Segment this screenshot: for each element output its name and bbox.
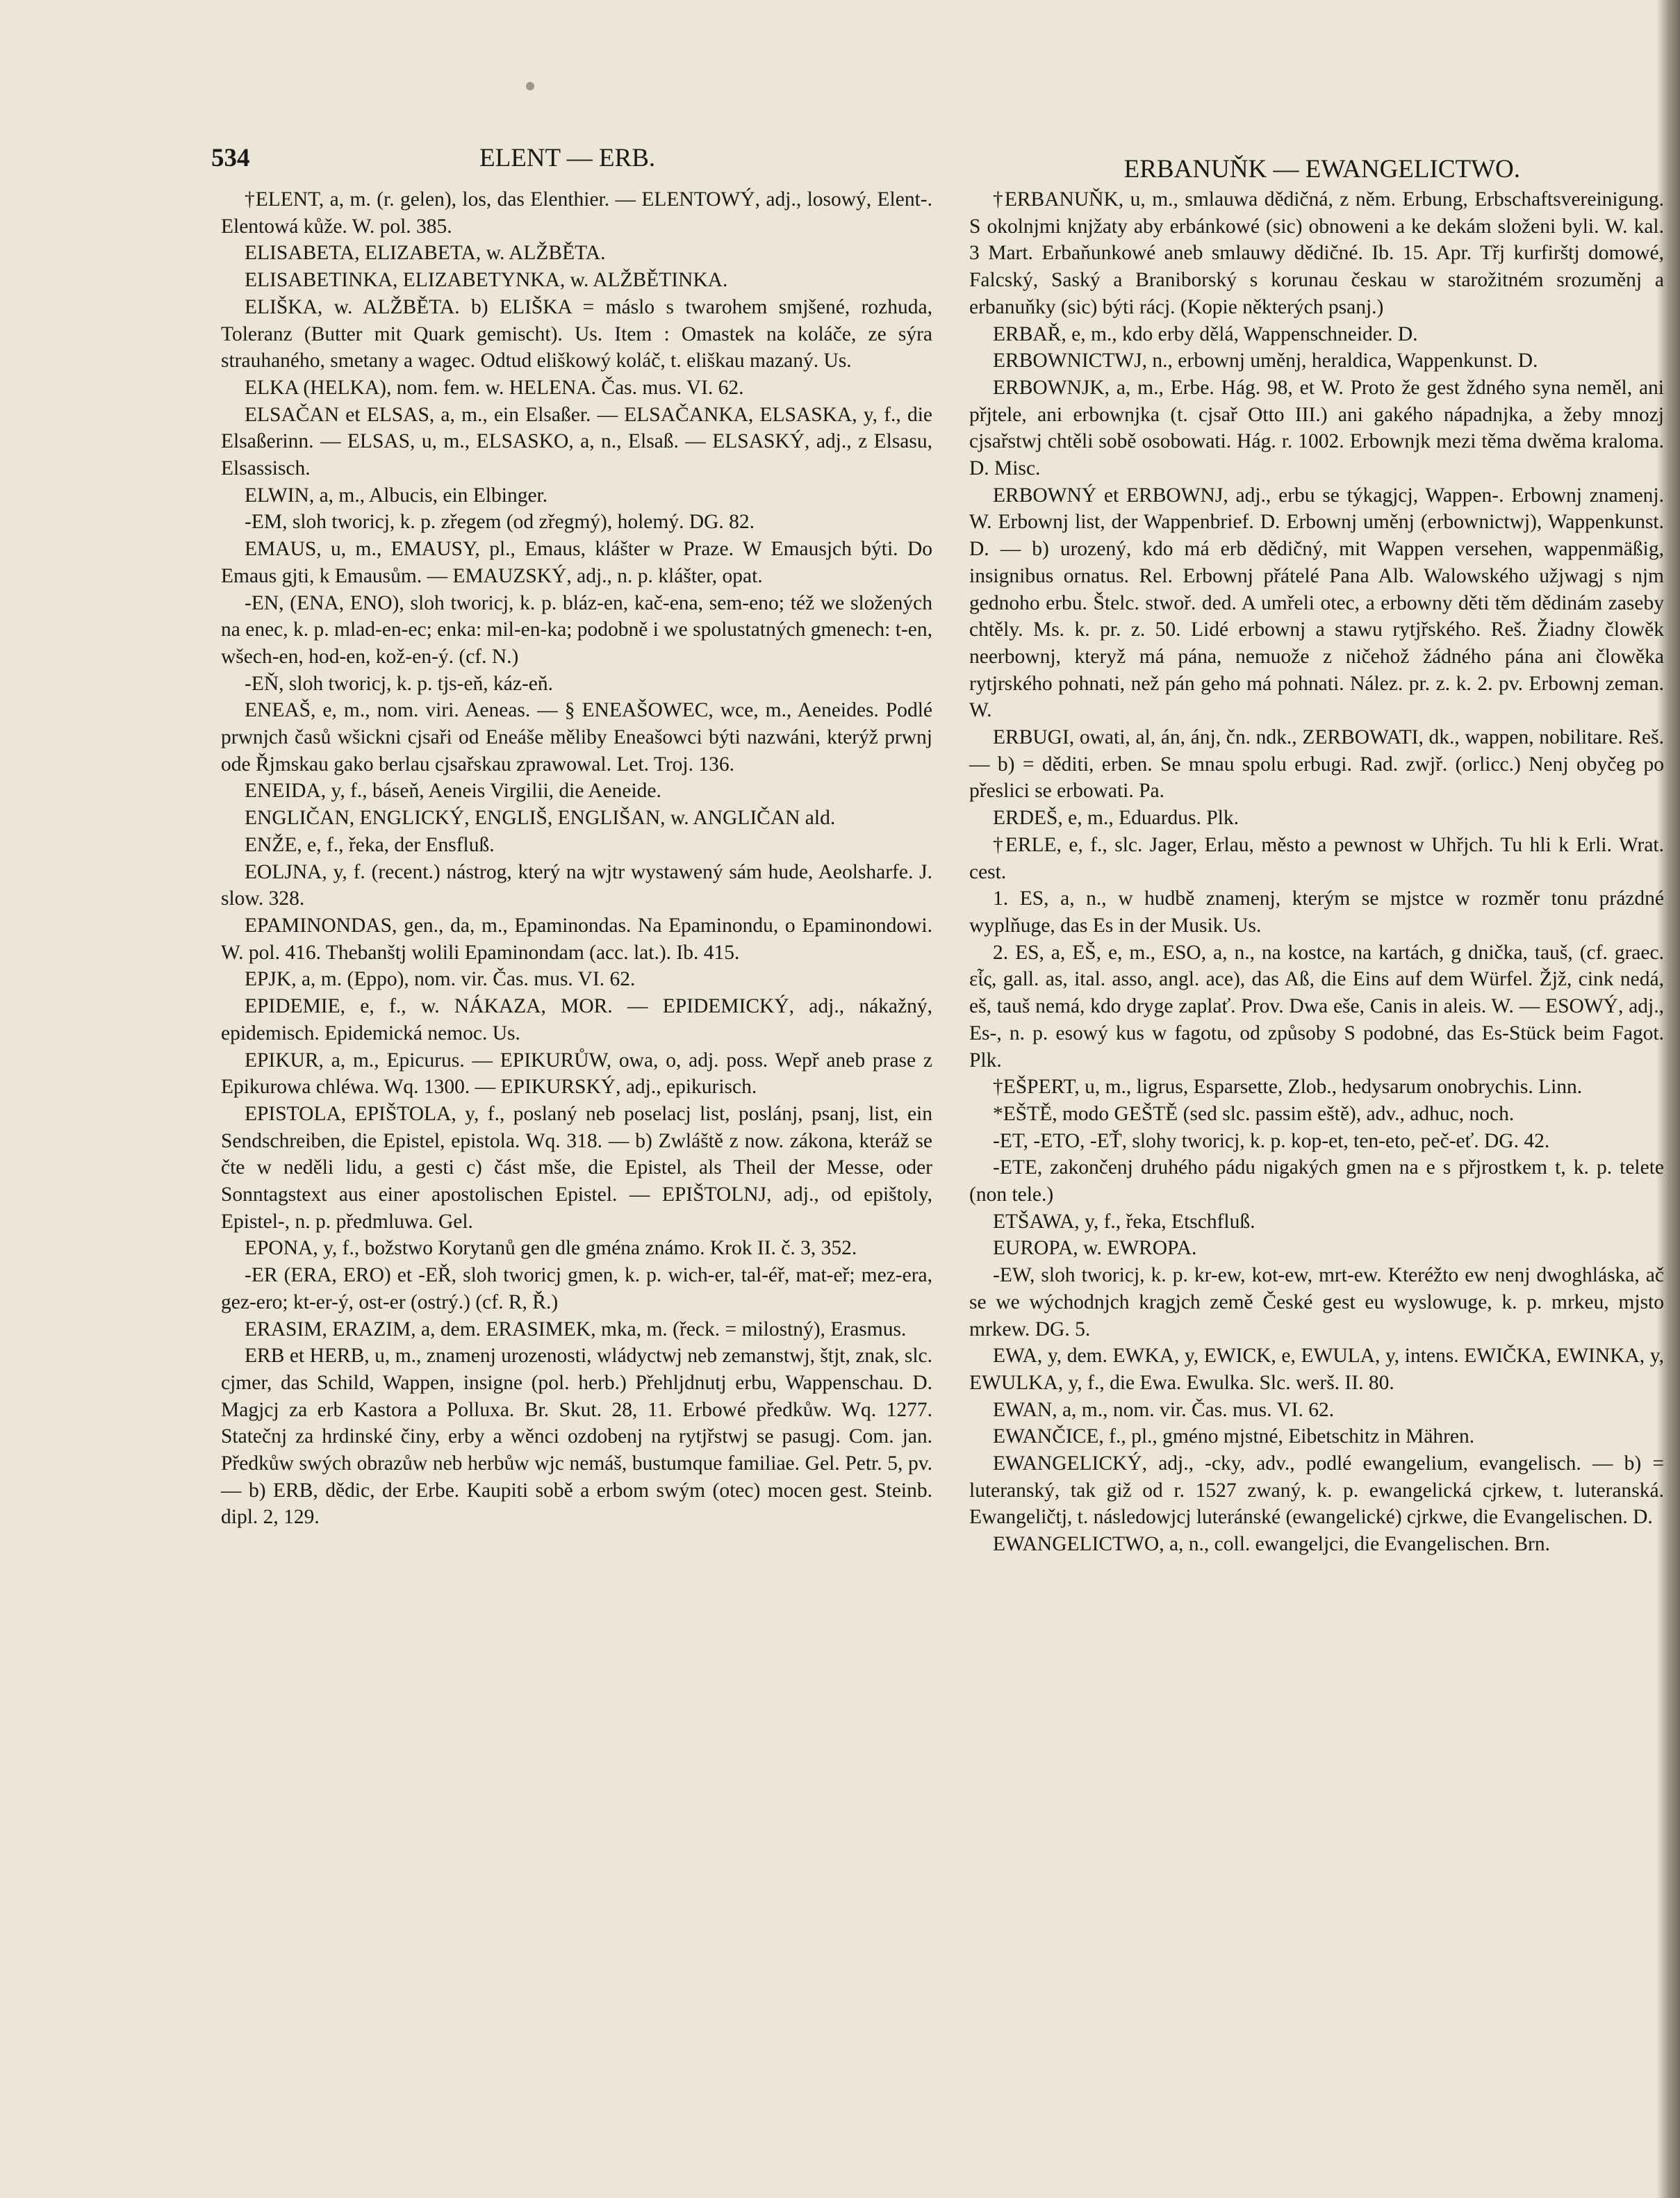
dictionary-entry: ELSAČAN et ELSAS, a, m., ein Elsaßer. — ELSAČANKA, ELSASKA, y, f., die Elsaßerinn. — ELSAS, u, m., ELSASKO, a, n., Elsaß. — ELSASKÝ, adj., z Elsasu, Elsassisch. [221,403,932,480]
dictionary-entry: EPISTOLA, EPIŠTOLA, y, f., poslaný neb poselacj list, poslánj, psanj, list, ein Sendschreiben, die Epistel, epistola. Wq. 318. — b) Zwláště z now. zákona, kteráž se čte w neděli lidu, a gesti c) část mše, die Epistel, als Theil der Messe, oder Sonntagstext aus einer apostolischen Epistel. — EPIŠTOLNJ, adj., od epištoly, Epistel-, n. p. předmluwa. Gel. [221,1102,932,1233]
dictionary-entry: -EN, (ENA, ENO), sloh tworicj, k. p. bláz-en, kač-ena, sem-eno; též we složených na enec, k. p. mlad-en-ec; enka: mil-en-ka; podobně i we spolustatných gmenech: t-en, wšech-en, hod-en, kož-en-ý. (cf. N.) [221,591,932,668]
dictionary-entry: EWA, y, dem. EWKA, y, EWICK, e, EWULA, y, intens. EWIČKA, EWINKA, y, EWULKA, y, f., die Ewa. Ewulka. Slc. werš. II. 80. [969,1345,1664,1394]
dictionary-entry: †ELENT, a, m. (r. gelen), los, das Elenthier. — ELENTOWÝ, adj., losowý, Elent-. Elentowá kůže. W. pol. 385. [221,188,932,238]
dictionary-entry: ERBOWNÝ et ERBOWNJ, adj., erbu se týkagjcj, Wappen-. Erbownj znamenj. W. Erbownj list, der Wappenbrief. D. Erbownj uměnj (erbownictwj), Wappenkunst. D. — b) urozený, kdo má erb dědičný, mit Wappen versehen, wappenmäßig, insignibus ornatus. Rel. Erbownj přátelé Pana Alb. Walowského užjwagj s njm gednoho erbu. Štelc. stwoř. ded. A umřeli otec, a erbowny děti těm dědinám zaseby chtěly. Ms. k. pr. z. 50. Lidé erbownj a stawu rytjřského. Reš. Žiadny člowěk neerbownj, kteryž má pána, nemuože z ničehož žádného pána ani člowěka rytjrského pohnati, než pán geho má pohnati. Nález. pr. z. k. 2. pv. Erbownj zeman. W. [969,484,1664,722]
dictionary-entry: †EŠPERT, u, m., ligrus, Esparsette, Zlob., hedysarum onobrychis. Linn. [993,1076,1583,1099]
dictionary-entry: ERBAŘ, e, m., kdo erby dělá, Wappenschneider. D. [993,322,1418,345]
dictionary-entry: †ERLE, e, f., slc. Jager, Erlau, město a pewnost w Uhřjch. Tu hli k Erli. Wrat. cest. [969,833,1664,883]
dictionary-entry: EOLJNA, y, f. (recent.) nástrog, který na wjtr wystawený sám hude, Aeolsharfe. J. slow. 328. [221,860,932,910]
dictionary-entry: -ETE, zakončenj druhého pádu nigakých gmen na e s přjrostkem t, k. p. telete (non tele.) [969,1156,1664,1206]
dictionary-entry: EPONA, y, f., božstwo Korytanů gen dle gména známo. Krok II. č. 3, 352. [245,1237,857,1260]
dictionary-entry: -ER (ERA, ERO) et -EŘ, sloh tworicj gmen, k. p. wich-er, tal-éř, mat-eř; mez-era, gez-ero; kt-er-ý, ost-er (ostrý.) (cf. R, Ř.) [221,1264,932,1313]
dictionary-entry: ELISABETA, ELIZABETA, w. ALŽBĚTA. [245,242,606,265]
left-column [221,186,932,1531]
dictionary-entry: EWANGELICTWO, a, n., coll. ewangeljci, die Evangelischen. Brn. [993,1533,1550,1556]
dictionary-entry: -EM, sloh tworicj, k. p. zřegem (od zřegmý), holemý. DG. 82. [245,511,755,534]
dictionary-entry: ERBUGI, owati, al, án, ánj, čn. ndk., ZERBOWATI, dk., wappen, nobilitare. Reš. — b) = děditi, erben. Se mnau spolu erbugi. Rad. zwjř. (orlicc.) Nenj obyčeg po přeslici se erbowati. Pa. [969,726,1664,803]
dictionary-entry: EPJK, a, m. (Eppo), nom. vir. Čas. mus. VI. 62. [245,968,636,991]
dictionary-entry: *EŠTĚ, modo GEŠTĚ (sed slc. passim eště), adv., adhuc, noch. [993,1102,1515,1125]
dictionary-entry: 1. ES, a, n., w hudbě znamenj, kterým se mjstce w rozměr tonu prázdné wyplňuge, das Es in der Musik. Us. [969,887,1664,937]
right-column [969,186,1664,1558]
dictionary-entry: EWANGELICKÝ, adj., -cky, adv., podlé ewangelium, evangelisch. — b) = luteranský, tak giž od r. 1527 zwaný, k. p. ewangelická cjrkew, t. luteranská. Ewangeličtj, t. následowjcj luteránské (ewangelické) cjrkwe, die Evangelischen. D. [969,1452,1664,1529]
dictionary-entry: ELIŠKA, w. ALŽBĚTA. b) ELIŠKA = máslo s twarohem smjšené, rozhuda, Toleranz (Butter mit Quark gemischt). Us. Item : Omastek na koláče, ze sýra strauhaného, smetany a wagec. Odtud eliškowý koláč, t. eliškau mazaný. Us. [221,295,932,372]
dictionary-entry: ENŽE, e, f., řeka, der Ensfluß. [245,833,495,856]
right-running-title: ERBANUŇK — EWANGELICTWO. [1123,155,1520,183]
dictionary-entry: ELKA (HELKA), nom. fem. w. HELENA. Čas. mus. VI. 62. [245,376,744,399]
dictionary-entry: ELWIN, a, m., Albucis, ein Elbinger. [245,484,548,507]
dictionary-entry: ERASIM, ERAZIM, a, dem. ERASIMEK, mka, m. (řeck. = milostný), Erasmus. [245,1318,907,1340]
dictionary-entry: ENEAŠ, e, m., nom. viri. Aeneas. — § ENEAŠOWEC, wce, m., Aeneides. Podlé prwnjch časů wšickni cjsaři od Eneáše měliby Eneašowci býti nazwáni, kterýž prwnj ode Řjmskau gako berlau cjsařskau zprawowal. Let. Troj. 136. [221,699,932,776]
dictionary-entry: EPIDEMIE, e, f., w. NÁKAZA, MOR. — EPIDEMICKÝ, adj., nákažný, epidemisch. Epidemická nemoc. Us. [221,995,932,1044]
dictionary-entry: ERBOWNJK, a, m., Erbe. Hág. 98, et W. Proto že gest ždného syna neměl, ani přjtele, ani erbownjka (t. cjsař Otto III.) ani gakého nápadnjka, a žeby mnozj cjsařstwj chtěli sobě osobowati. Hág. r. 1002. Erbownjk mezi těma dwěma kraloma. D. Misc. [969,376,1664,480]
dictionary-entry: EPAMINONDAS, gen., da, m., Epaminondas. Na Epaminondu, o Epaminondowi. W. pol. 416. Thebanštj wolili Epaminondam (acc. lat.). Ib. 415. [221,914,932,964]
dictionary-entry: ERBOWNICTWJ, n., erbownj uměnj, heraldica, Wappenkunst. D. [993,350,1538,372]
dictionary-entry: ERB et HERB, u, m., znamenj urozenosti, wládyctwj neb zemanstwj, štjt, znak, slc. cjmer, das Schild, Wappen, insigne (pol. herb.) Přehljdnutj erbu, Wappenschau. D. Magjcj za erb Kastora a Polluxa. Br. Skut. 28, 11. Erbowé předkůw. Wq. 1277. Statečnj za hrdinské činy, erby a wěnci ozdobenj na rytjřstwj se pasugj. Com. jan. Předkůw swých obrazůw neb herbůw wjc nemáš, bustumque familiae. Gel. Petr. 5, pv. — b) ERB, dědic, der Erbe. Kaupiti sobě a erbom swým (otec) mocen gest. Steinb. dipl. 2, 129. [221,1345,932,1529]
dictionary-entry: ENGLIČAN, ENGLICKÝ, ENGLIŠ, ENGLIŠAN, w. ANGLIČAN ald. [245,807,836,830]
dictionary-entry: EUROPA, w. EWROPA. [993,1237,1197,1260]
dictionary-entry: -ET, -ETO, -EŤ, slohy tworicj, k. p. kop-et, ten-eto, peč-eť. DG. 42. [993,1129,1550,1152]
dictionary-entry: ERDEŠ, e, m., Eduardus. Plk. [993,807,1239,830]
dictionary-entry: EMAUS, u, m., EMAUSY, pl., Emaus, klášter w Praze. W Emausjch býti. Do Emaus gjti, k Emausům. — EMAUZSKÝ, adj., n. p. klášter, opat. [221,538,932,587]
dictionary-entry: EPIKUR, a, m., Epicurus. — EPIKURŮW, owa, o, adj. poss. Wepř aneb prase z Epikurowa chléwa. Wq. 1300. — EPIKURSKÝ, adj., epikurisch. [221,1049,932,1099]
dictionary-entry: -EŇ, sloh tworicj, k. p. tjs-eň, káz-eň. [245,672,554,695]
dictionary-entry: EWAN, a, m., nom. vir. Čas. mus. VI. 62. [993,1398,1335,1421]
dictionary-entry: ETŠAWA, y, f., řeka, Etschfluß. [993,1210,1255,1233]
dictionary-entry: EWANČICE, f., pl., gméno mjstné, Eibetschitz in Mähren. [993,1425,1475,1448]
running-header [211,139,1524,188]
left-running-title: ELENT — ERB. [479,144,656,172]
dictionary-entry: 2. ES, a, EŠ, e, m., ESO, a, n., na kostce, na kartách, g dnička, tauš, (cf. graec. εἷς, gall. as, ital. asso, angl. ace), das Aß, die Eins auf dem Würfel. Žjž, cink nedá, eš, tauš nemá, kdo dryge zaplať. Prov. Dwa eše, Canis in aleis. W. — ESOWÝ, adj., Es-, n. p. esowý kus w fagotu, od způsoby S podobné, das Es-Stück beim Fagot. Plk. [969,941,1664,1072]
dictionary-entry: ELISABETINKA, ELIZABETYNKA, w. ALŽBĚTINKA. [245,269,728,292]
dictionary-entry: ENEIDA, y, f., báseň, Aeneis Virgilii, die Aeneide. [245,780,661,803]
page-number: 534 [211,144,250,172]
paper-blemish [526,82,534,90]
dictionary-entry: †ERBANUŇK, u, m., smlauwa dědičná, z něm. Erbung, Erbschaftsvereinigung. S okolnjmi knjžaty aby erbánkowé (sic) obnoweni a ke dekám složeni byli. W. kal. 3 Mart. Erbaňunkowé aneb smlauwy dědičné. Ib. 15. Apr. Třj kurfirštj domowé, Falcský, Saský a Braniborský s korunau českau w starožitném srozuměnj a erbanuňky (sic) býti rácj. (Kopie některých psanj.) [969,188,1664,318]
dictionary-entry: -EW, sloh tworicj, k. p. kr-ew, kot-ew, mrt-ew. Kteréžto ew nenj dwoghláska, ač se we wýchodnjch kragjch země České gest eu wyslowuge, k. p. mrkeu, mjsto mrkew. DG. 5. [969,1264,1664,1340]
